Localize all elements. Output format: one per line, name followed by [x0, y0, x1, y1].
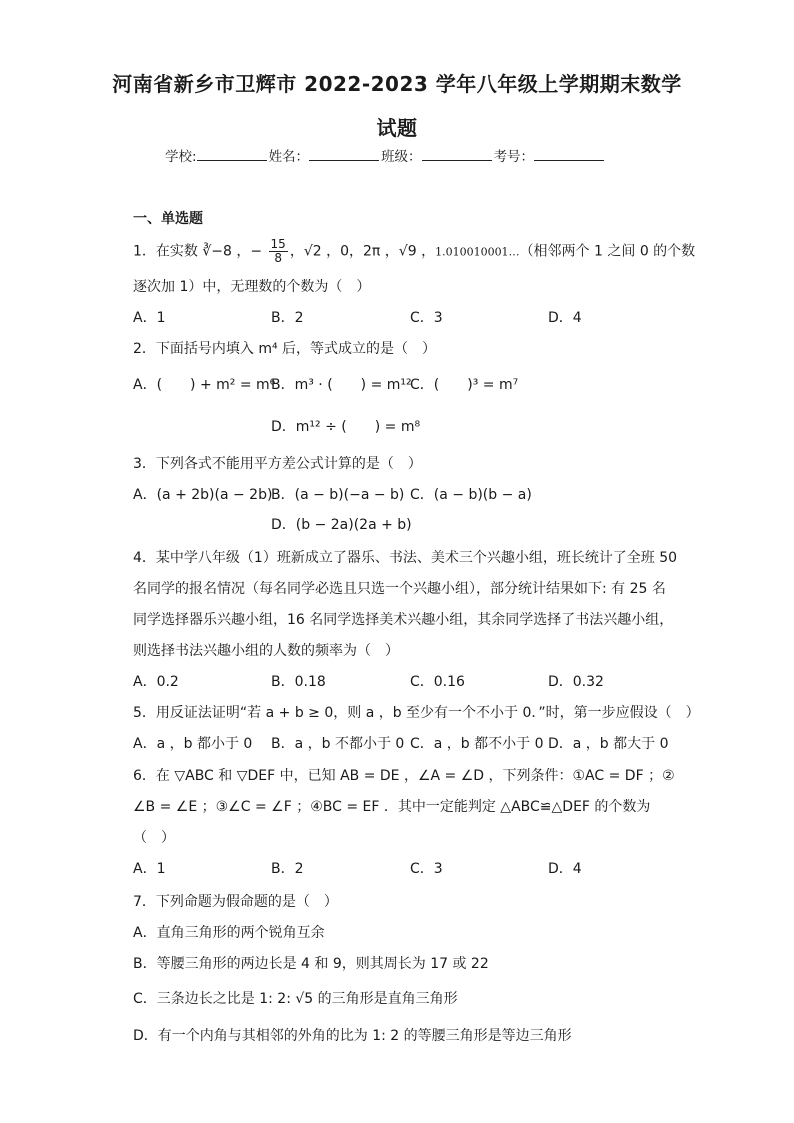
school-blank[interactable]: [197, 146, 267, 161]
q1-fraction-numerator: 15: [270, 237, 286, 251]
q2-option-a[interactable]: A．( ) + m² = m⁶: [133, 377, 276, 393]
q3-option-b[interactable]: B．(a − b)(−a − b): [271, 487, 405, 503]
q3-option-d[interactable]: D．(b − 2a)(2a + b): [271, 517, 412, 533]
question-4-line1: 4．某中学八年级（1）班新成立了器乐、书法、美术三个兴趣小组，班长统计了全班 50: [133, 550, 678, 566]
question-3-stem: 3．下列各式不能用平方差公式计算的是（ ）: [133, 456, 422, 472]
q3-option-c[interactable]: C．(a − b)(b − a): [410, 487, 532, 503]
q6-option-d[interactable]: D．4: [548, 861, 582, 877]
q1-stem-part-b: ，√2 ，0，2π ，√9 ，: [289, 243, 436, 260]
q1-option-a[interactable]: A．1: [133, 310, 166, 326]
q4-option-c[interactable]: C．0.16: [410, 674, 465, 690]
q1-fraction: [269, 238, 288, 265]
q7-option-b[interactable]: B．等腰三角形的两边长是 4 和 9，则其周长为 17 或 22: [133, 956, 489, 972]
q1-fraction-denominator: 8: [274, 251, 282, 265]
question-4-line4: 则选择书法兴趣小组的人数的频率为（ ）: [133, 643, 399, 659]
q1-stem-part-a: 1．在实数 ∛−8 ，−: [133, 243, 267, 260]
q7-option-a[interactable]: A．直角三角形的两个锐角互余: [133, 925, 325, 941]
q1-decimal: 1.010010001…: [435, 245, 520, 259]
q5-option-c[interactable]: C．a ，b 都不小于 0: [410, 736, 544, 752]
question-1-stem: [133, 238, 695, 265]
exam-title-line1: 河南省新乡市卫辉市 2022-2023 学年八年级上学期期末数学: [112, 72, 682, 96]
question-6-line2: ∠B = ∠E ；③∠C = ∠F ；④BC = EF ．其中一定能判定 △ABC≌△DEF 的个数为: [133, 799, 651, 815]
question-6-line3: （ ）: [133, 830, 175, 846]
q5-option-b[interactable]: B．a ，b 不都小于 0: [271, 736, 405, 752]
q5-option-a[interactable]: A．a ，b 都小于 0: [133, 736, 253, 752]
question-4-line3: 同学选择器乐兴趣小组，16 名同学选择美术兴趣小组，其余同学选择了书法兴趣小组，: [133, 612, 674, 628]
q4-option-b[interactable]: B．0.18: [271, 674, 326, 690]
q4-option-d[interactable]: D．0.32: [548, 674, 604, 690]
question-2-stem: 2．下面括号内填入 m⁴ 后，等式成立的是（ ）: [133, 341, 437, 357]
question-5-stem: 5．用反证法证明“若 a + b ≥ 0，则 a ，b 至少有一个不小于 0．”时，第一步应假设（ ）: [133, 705, 700, 721]
name-blank[interactable]: [309, 146, 379, 161]
q2-option-b[interactable]: B．m³ · ( ) = m¹²: [271, 377, 412, 393]
q6-option-c[interactable]: C．3: [410, 861, 443, 877]
q7-option-c[interactable]: C．三条边长之比是 1: 2: √5 的三角形是直角三角形: [133, 991, 458, 1007]
name-label: 姓名：: [268, 149, 310, 165]
id-label: 考号：: [493, 149, 535, 165]
section-title-single-choice: 一、单选题: [133, 211, 203, 227]
q4-option-a[interactable]: A．0.2: [133, 674, 179, 690]
school-label: 学校:: [165, 149, 197, 165]
q3-option-a[interactable]: A．(a + 2b)(a − 2b): [133, 487, 273, 503]
q1-stem-part-c: （相邻两个 1 之间 0 的个数: [519, 243, 696, 260]
id-blank[interactable]: [534, 146, 604, 161]
q2-option-d[interactable]: D．m¹² ÷ ( ) = m⁸: [271, 419, 421, 435]
exam-title-line2: 试题: [376, 116, 418, 140]
q1-option-c[interactable]: C．3: [410, 310, 443, 326]
q1-option-b[interactable]: B．2: [271, 310, 304, 326]
question-6-line1: 6．在 ▽ABC 和 ▽DEF 中，已知 AB = DE ，∠A = ∠D ，下列条件：①AC = DF ；②: [133, 768, 675, 784]
q2-option-c[interactable]: C．( )³ = m⁷: [410, 377, 519, 393]
q7-option-d[interactable]: D．有一个内角与其相邻的外角的比为 1: 2 的等腰三角形是等边三角形: [133, 1028, 572, 1044]
q1-option-d[interactable]: D．4: [548, 310, 582, 326]
q6-option-b[interactable]: B．2: [271, 861, 304, 877]
class-blank[interactable]: [422, 146, 492, 161]
q6-option-a[interactable]: A．1: [133, 861, 166, 877]
question-7-stem: 7．下列命题为假命题的是（ ）: [133, 894, 338, 910]
question-1-stem-line2: 逐次加 1）中，无理数的个数为（ ）: [133, 279, 371, 295]
class-label: 班级：: [381, 149, 422, 165]
student-info-row: [165, 145, 606, 165]
question-4-line2: 名同学的报名情况（每名同学必选且只选一个兴趣小组），部分统计结果如下: 有 25 名: [133, 581, 666, 597]
q5-option-d[interactable]: D．a ，b 都大于 0: [548, 736, 669, 752]
